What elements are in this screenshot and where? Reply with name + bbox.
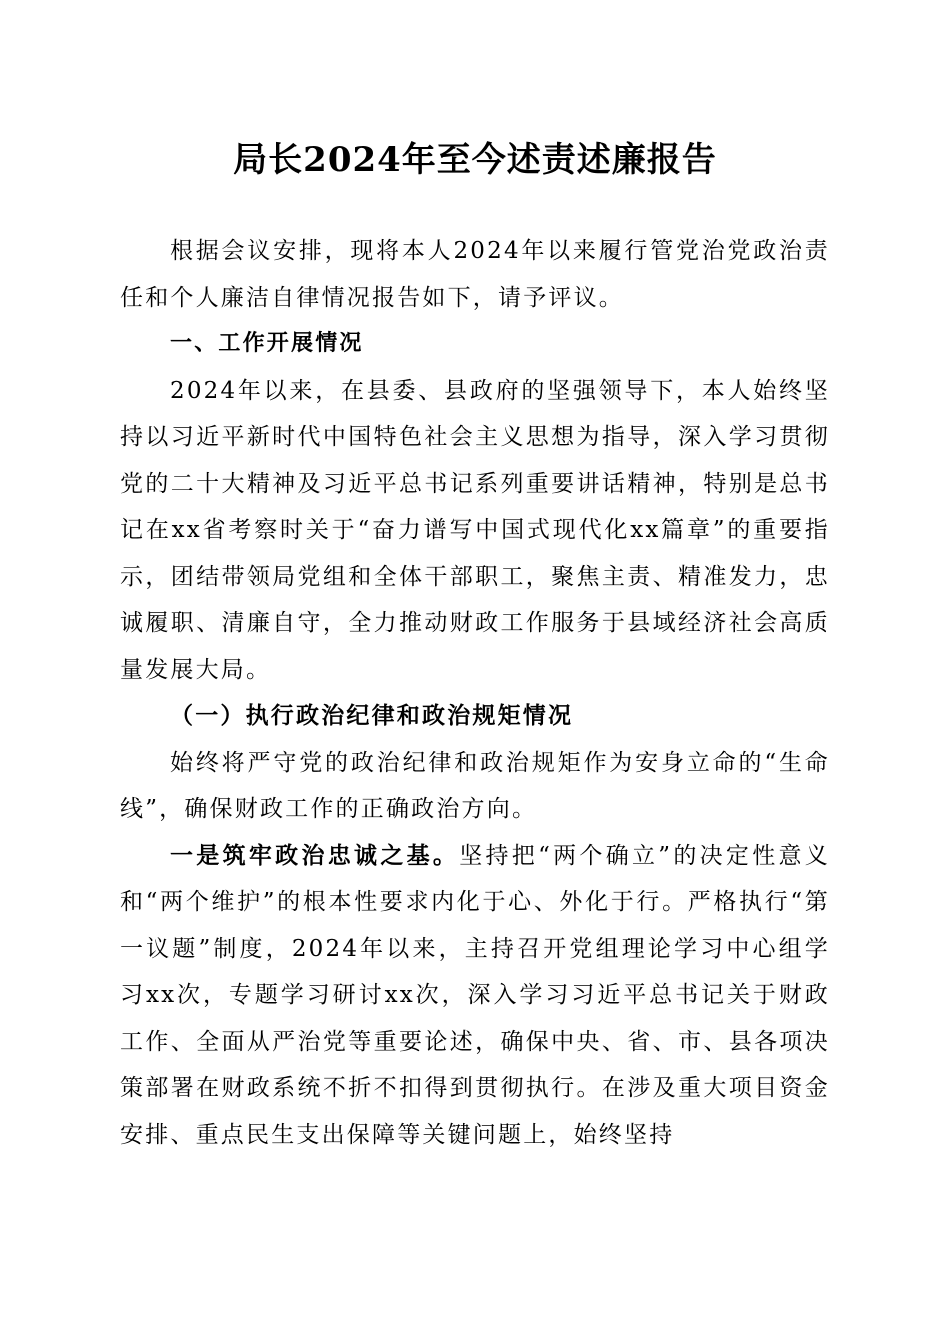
subsection-heading: （一）执行政治纪律和政治规矩情况 bbox=[170, 702, 574, 729]
point-text: 坚持把“两个确立”的决定性意义和“两个维护”的根本性要求内化于心、外化于行。严格执行“第一议题”制度，2024年以来，主持召开党组理论学习中心组学习xx次，专题学习研讨xx次，深入学习习近平总书记关于财政工作、全面从严治党等重要论述，确保中央、省、市、县各项决策部署在财政系统不折不扣得到贯彻执行。在涉及重大项目资金安排、重点民生支出保障等关键问题上，始终坚持 bbox=[120, 842, 830, 1148]
section-heading: 一、工作开展情况 bbox=[170, 331, 364, 356]
document-body bbox=[120, 228, 830, 1158]
document-title: 局长2024年至今述责述廉报告 bbox=[233, 140, 717, 180]
point-paragraph bbox=[120, 833, 830, 1159]
section-paragraph: 2024年以来，在县委、县政府的坚强领导下，本人始终坚持以习近平新时代中国特色社会主义思想为指导，深入学习贯彻党的二十大精神及习近平总书记系列重要讲话精神，特别是总书记在xx省考察时关于“奋力谱写中国式现代化xx篇章”的重要指示，团结带领局党组和全体干部职工，聚焦主责、精准发力，忠诚履职、清廉自守，全力推动财政工作服务于县域经济社会高质量发展大局。 bbox=[120, 377, 830, 683]
point-lead: 一是筑牢政治忠诚之基。 bbox=[170, 841, 460, 869]
intro-paragraph: 根据会议安排，现将本人2024年以来履行管党治党政治责任和个人廉洁自律情况报告如下，请予评议。 bbox=[120, 238, 830, 311]
subsection-paragraph: 始终将严守党的政治纪律和政治规矩作为安身立命的“生命线”，确保财政工作的正确政治方向。 bbox=[120, 749, 830, 822]
